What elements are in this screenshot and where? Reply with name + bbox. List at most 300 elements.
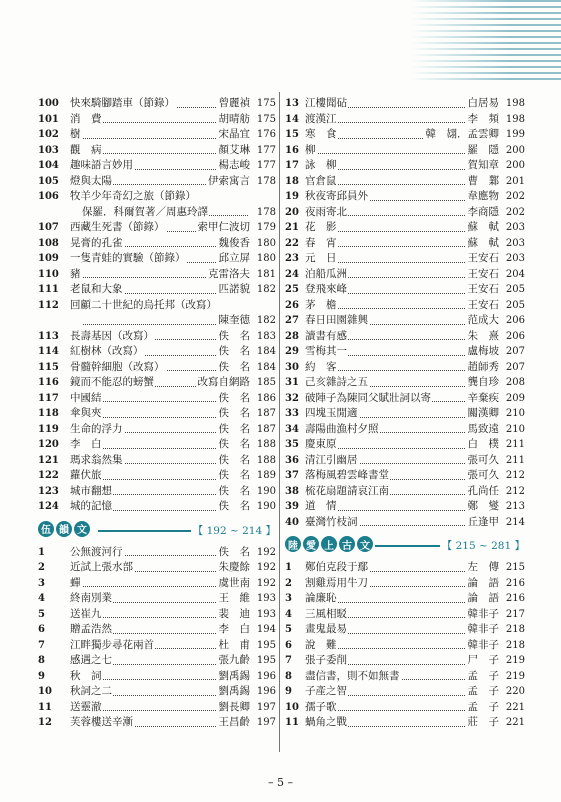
entry-author: 王昌齡 — [218, 716, 250, 728]
toc-entry — [285, 607, 525, 623]
entry-author: 韓 翃．孟雲卿 — [425, 128, 499, 140]
toc-entry — [38, 484, 276, 500]
entry-author: 尸 子 — [467, 654, 499, 666]
toc-entry — [285, 127, 525, 143]
entry-title: 渡漢江 — [305, 112, 337, 125]
entry-number: 23 — [285, 253, 299, 264]
entry-author: 佚 名 — [218, 360, 250, 373]
entry-page: 203 — [505, 237, 525, 249]
toc-entry — [38, 453, 276, 469]
entry-number: 15 — [285, 129, 299, 140]
entry-number: 14 — [285, 113, 299, 125]
entry-number: 103 — [38, 144, 59, 156]
entry-page: 193 — [256, 608, 276, 620]
entry-number: 105 — [38, 175, 59, 187]
entry-author: 佚 名 — [218, 407, 250, 419]
entry-number: 8 — [38, 655, 45, 666]
entry-author: 張可久 — [467, 469, 499, 481]
toc-entry — [285, 189, 525, 205]
toc-entry — [38, 174, 276, 190]
entry-author: 韓非子 — [467, 607, 499, 620]
entry-tail — [466, 622, 526, 638]
entry-title: 臺灣竹枝詞 — [305, 515, 358, 528]
entry-title: 西藏生死書（節錄） — [70, 221, 165, 233]
entry-page: 200 — [505, 144, 525, 156]
entry-author: 莊 子 — [467, 716, 499, 728]
entry-page: 192 — [256, 546, 276, 558]
entry-title: 盡信書，則不如無書 — [305, 669, 400, 682]
entry-author: 杜 甫 — [218, 638, 250, 651]
entry-page: 179 — [256, 222, 276, 233]
section-badge: 陸 — [285, 536, 301, 552]
entry-author: 劉禹錫 — [218, 685, 250, 697]
entry-number: 25 — [285, 284, 299, 295]
entry-tail — [466, 360, 526, 376]
toc-entry — [285, 282, 525, 298]
entry-page: 183 — [256, 330, 276, 342]
entry-page: 178 — [256, 175, 276, 187]
toc-entry — [38, 653, 276, 669]
entry-page: 219 — [505, 655, 525, 666]
entry-author: 佚 名 — [218, 438, 250, 450]
entry-number: 119 — [38, 423, 59, 435]
entry-title: 說 難 — [305, 638, 337, 651]
entry-tail — [466, 669, 526, 685]
toc-entry — [38, 560, 276, 576]
entry-title: 登飛來峰 — [305, 283, 347, 295]
entry-title: 中國結 — [70, 391, 102, 404]
entry-title: 長壽基因（改寫） — [70, 329, 154, 342]
toc-list-5-cont — [285, 96, 525, 530]
entry-title: 雪梅其一 — [305, 345, 347, 357]
entry-number: 102 — [38, 129, 59, 140]
entry-title: 己亥雜詩之五 — [305, 376, 368, 388]
entry-author: 羅 隱 — [467, 143, 499, 156]
toc-entry — [285, 143, 525, 159]
toc-entry — [285, 360, 525, 376]
toc-list-4 — [38, 96, 276, 515]
entry-number: 24 — [285, 268, 299, 280]
entry-author: 李 頻 — [467, 112, 499, 125]
entry-author: 劉長卿 — [218, 700, 250, 713]
toc-entry — [38, 189, 276, 205]
entry-page: 202 — [505, 191, 525, 202]
entry-title: 破陣子為陳同父賦壯詞以寄 — [305, 391, 431, 404]
toc-entry — [285, 684, 525, 700]
entry-author: 韋應物 — [467, 190, 499, 202]
entry-page: 211 — [505, 439, 525, 450]
entry-author: 劉禹錫 — [218, 669, 250, 682]
toc-entry — [285, 236, 525, 252]
entry-author: 盧梅坡 — [467, 345, 499, 357]
entry-number: 114 — [38, 346, 59, 357]
entry-number: 28 — [285, 330, 299, 342]
entry-author: 佚 名 — [218, 500, 250, 512]
entry-tail — [217, 329, 277, 345]
entry-title: 三風相駁 — [305, 607, 347, 620]
entry-tail — [466, 437, 526, 453]
decorative-stripes — [411, 0, 561, 82]
entry-author: 朱 熹 — [467, 329, 499, 342]
entry-tail — [466, 329, 526, 345]
entry-author: 孔尚任 — [467, 484, 499, 497]
entry-page: 201 — [505, 175, 525, 187]
section-badge: 上 — [321, 536, 337, 552]
entry-tail — [217, 282, 277, 298]
entry-page: 209 — [505, 392, 525, 404]
entry-title: 生命的浮力 — [70, 422, 123, 435]
entry-title: 約 客 — [305, 360, 337, 373]
entry-tail — [217, 453, 277, 469]
entry-tail — [217, 499, 277, 515]
toc-entry — [285, 112, 525, 128]
toc-entry — [285, 406, 525, 422]
entry-page: 207 — [505, 346, 525, 357]
toc-entry — [38, 669, 276, 685]
entry-tail — [466, 607, 526, 623]
section-badge: 伍 — [38, 521, 54, 537]
toc-entry — [38, 127, 276, 143]
entry-number: 9 — [285, 686, 292, 697]
toc-entry — [38, 545, 276, 561]
entry-number: 113 — [38, 330, 59, 342]
entry-author: 佚 名 — [218, 329, 250, 342]
entry-number: 124 — [38, 501, 59, 512]
entry-tail — [466, 560, 526, 576]
entry-tail — [466, 282, 526, 298]
entry-title: 公無渡河行 — [70, 545, 123, 558]
entry-tail — [196, 375, 277, 391]
toc-entry — [38, 700, 276, 716]
entry-page: 203 — [505, 222, 525, 233]
entry-author: 張九齡 — [218, 654, 250, 666]
entry-title: 詠 柳 — [305, 159, 337, 171]
entry-number: 123 — [38, 485, 59, 497]
entry-number: 2 — [38, 562, 45, 573]
entry-number: 30 — [285, 361, 299, 373]
entry-page: 177 — [256, 160, 276, 171]
entry-author: 白居易 — [467, 97, 499, 109]
entry-number: 16 — [285, 144, 299, 156]
entry-author: 虞世南 — [218, 576, 250, 589]
entry-tail — [466, 653, 526, 669]
toc-entry — [38, 375, 276, 391]
toc-entry — [285, 700, 525, 716]
toc-list-5 — [38, 545, 276, 731]
entry-author: 馬致遠 — [467, 422, 499, 435]
entry-page: 182 — [256, 284, 276, 295]
entry-tail — [466, 700, 526, 716]
entry-number: 22 — [285, 237, 299, 249]
entry-number: 8 — [285, 670, 292, 682]
entry-title: 蟬 — [70, 576, 81, 589]
entry-page: 216 — [505, 577, 525, 589]
toc-entry — [285, 669, 525, 685]
entry-page: 190 — [256, 501, 276, 512]
entry-tail — [466, 251, 526, 267]
entry-tail — [466, 715, 526, 731]
entry-number: 101 — [38, 113, 59, 125]
entry-tail — [217, 344, 277, 360]
toc-entry — [285, 499, 525, 515]
entry-tail — [466, 684, 526, 700]
entry-title: 感遇之七 — [70, 654, 112, 666]
entry-author: 鄭 燮 — [467, 500, 499, 512]
entry-tail — [217, 669, 277, 685]
entry-number: 3 — [38, 577, 45, 589]
entry-number: 12 — [38, 717, 52, 728]
entry-title: 孺子歌 — [305, 700, 337, 713]
toc-entry — [38, 251, 276, 267]
toc-entry — [38, 344, 276, 360]
entry-author: 孟 子 — [467, 685, 499, 697]
entry-number: 26 — [285, 299, 299, 311]
entry-author: 賀知章 — [467, 159, 499, 171]
entry-tail — [217, 406, 277, 422]
entry-page: 199 — [505, 129, 525, 140]
entry-author: 佚 名 — [218, 484, 250, 497]
toc-entry — [285, 437, 525, 453]
entry-page: 218 — [505, 624, 525, 635]
toc-entry — [285, 622, 525, 638]
entry-number: 21 — [285, 222, 299, 233]
entry-page: 190 — [256, 485, 276, 497]
entry-author: 朱慶餘 — [218, 561, 250, 573]
entry-author: 辛棄疾 — [467, 391, 499, 404]
entry-page: 194 — [256, 624, 276, 635]
entry-number: 17 — [285, 160, 299, 171]
entry-number: 116 — [38, 377, 59, 388]
entry-number: 10 — [285, 701, 299, 713]
entry-tail — [466, 112, 526, 128]
entry-tail — [466, 313, 526, 329]
toc-entry — [38, 437, 276, 453]
entry-number: 38 — [285, 485, 299, 497]
entry-author: 改寫自網路 — [197, 376, 250, 388]
entry-page: 208 — [505, 377, 525, 388]
entry-title: 送崔九 — [70, 607, 102, 620]
entry-page: 205 — [505, 284, 525, 295]
toc-entry — [38, 236, 276, 252]
entry-title: 樹 — [70, 128, 81, 140]
entry-author: 曾麗禎 — [218, 97, 250, 109]
entry-page: 187 — [256, 423, 276, 435]
entry-number: 36 — [285, 454, 299, 466]
entry-tail — [466, 453, 526, 469]
entry-author: 孟 子 — [467, 669, 499, 682]
entry-number: 118 — [38, 408, 59, 419]
toc-entry — [38, 96, 276, 112]
entry-title: 秋 詞 — [70, 669, 102, 682]
entry-title: 送靈澈 — [70, 700, 102, 713]
entry-page: 213 — [505, 501, 525, 512]
toc-entry — [285, 638, 525, 654]
toc-entry — [285, 653, 525, 669]
entry-title: 觀 病 — [70, 143, 102, 156]
entry-number: 117 — [38, 392, 59, 404]
entry-number: 7 — [285, 655, 292, 666]
entry-title: 春日田園雜興 — [305, 314, 368, 326]
entry-title: 消 費 — [70, 112, 102, 125]
entry-page: 205 — [505, 299, 525, 311]
toc-entry — [38, 112, 276, 128]
entry-title: 官倉鼠 — [305, 174, 337, 187]
entry-number: 6 — [38, 624, 45, 635]
entry-tail — [424, 127, 526, 143]
entry-title: 江樓聞砧 — [305, 97, 347, 109]
entry-page: 200 — [505, 160, 525, 171]
entry-tail — [466, 499, 526, 515]
entry-number: 4 — [285, 608, 292, 620]
entry-title: 晃膏的孔雀 — [70, 236, 123, 249]
entry-tail — [217, 422, 277, 438]
entry-author: 孟 子 — [467, 700, 499, 713]
entry-page: 192 — [256, 562, 276, 573]
entry-page: 206 — [505, 315, 525, 326]
entry-author: 佚 名 — [218, 391, 250, 404]
section-page-range: 【 215 ~ 281 】 — [441, 540, 525, 552]
toc-entry — [38, 406, 276, 422]
entry-page: 182 — [256, 315, 276, 326]
entry-title: 梳花扇題請哀江南 — [305, 484, 389, 497]
entry-title: 瑪求翁然集 — [70, 453, 123, 466]
entry-number: 40 — [285, 516, 299, 528]
toc-entry — [38, 391, 276, 407]
entry-page: 218 — [505, 639, 525, 651]
entry-title: 燈與太陽 — [70, 174, 112, 187]
entry-number: 2 — [285, 577, 292, 589]
entry-author: 曹 鄴 — [467, 174, 499, 187]
entry-author: 李商隱 — [467, 205, 499, 218]
toc-entry — [38, 220, 276, 236]
entry-tail — [217, 236, 277, 252]
entry-title: 老鼠和大象 — [70, 283, 123, 295]
entry-author: 李 白 — [218, 623, 250, 635]
entry-author: 論 語 — [467, 592, 499, 604]
entry-title: 花 影 — [305, 221, 337, 233]
entry-author: 王安石 — [467, 298, 499, 311]
entry-title: 終南別業 — [70, 592, 112, 604]
entry-number: 7 — [38, 639, 45, 651]
entry-number: 111 — [38, 284, 59, 295]
entry-number: 100 — [38, 98, 59, 109]
toc-entry — [38, 499, 276, 515]
toc-entry — [285, 715, 525, 731]
toc-entry — [285, 344, 525, 360]
entry-title: 贈孟浩然 — [70, 623, 112, 635]
entry-number: 27 — [285, 315, 299, 326]
entry-page: 180 — [256, 237, 276, 249]
right-column — [285, 96, 525, 731]
section-badge: 古 — [339, 536, 355, 552]
entry-title: 趣味語言妙用 — [70, 159, 133, 171]
entry-tail — [466, 422, 526, 438]
toc-entry — [285, 251, 525, 267]
entry-author: 關漢卿 — [467, 407, 499, 419]
entry-number: 107 — [38, 222, 59, 233]
entry-title: 豬 — [70, 267, 81, 280]
entry-page: 196 — [256, 670, 276, 682]
toc-entry — [38, 576, 276, 592]
entry-page: 177 — [256, 144, 276, 156]
entry-title: 紅樹林（改寫） — [70, 345, 144, 357]
entry-author: 伊索寓言 — [208, 174, 250, 187]
entry-tail — [217, 112, 277, 128]
entry-author: 魏俊香 — [218, 236, 250, 249]
entry-author: 韓非子 — [467, 638, 499, 651]
toc-entry — [285, 329, 525, 345]
entry-title: 割雞焉用牛刀 — [305, 576, 368, 589]
toc-entry — [285, 96, 525, 112]
toc-entry — [38, 591, 276, 607]
toc-entry — [285, 560, 525, 576]
toc-entry — [285, 515, 525, 531]
entry-title: 畫鬼最易 — [305, 623, 347, 635]
entry-author: 匹諾貌 — [218, 283, 250, 295]
entry-title: 城市翻想 — [70, 484, 112, 497]
entry-page: 206 — [505, 330, 525, 342]
toc-entry — [38, 468, 276, 484]
entry-author: 趙師秀 — [467, 360, 499, 373]
entry-tail — [466, 220, 526, 236]
entry-title: 骨髓幹細胞（改寫） — [70, 360, 165, 373]
entry-page: 188 — [256, 439, 276, 450]
entry-number: 9 — [38, 670, 45, 682]
entry-tail — [217, 484, 277, 500]
entry-author: 論 語 — [467, 576, 499, 589]
entry-tail — [217, 607, 277, 623]
entry-number: 35 — [285, 439, 299, 450]
entry-title-wrap — [70, 189, 276, 205]
entry-title: 柳 — [305, 143, 316, 156]
entry-number: 112 — [38, 299, 59, 311]
entry-tail — [196, 220, 277, 236]
entry-page: 175 — [256, 98, 276, 109]
toc-entry — [38, 143, 276, 159]
entry-tail — [466, 236, 526, 252]
entry-page: 178 — [256, 206, 276, 218]
column-divider — [279, 92, 280, 752]
entry-page: 202 — [505, 206, 525, 218]
entry-tail — [206, 267, 276, 283]
entry-page: 189 — [256, 470, 276, 481]
entry-page: 193 — [256, 593, 276, 604]
entry-title: 近試上張水部 — [70, 561, 133, 573]
entry-tail — [466, 484, 526, 500]
entry-number: 13 — [285, 98, 299, 109]
entry-title — [70, 314, 83, 326]
section-title — [38, 521, 90, 537]
entry-tail — [217, 638, 277, 654]
entry-number: 10 — [38, 686, 52, 697]
entry-author: 左 傳 — [467, 561, 499, 573]
entry-title: 道 情 — [305, 500, 337, 512]
entry-author: 裴 迪 — [218, 607, 250, 620]
entry-page: 197 — [256, 717, 276, 728]
entry-tail — [217, 653, 277, 669]
entry-author: 楊志峻 — [218, 159, 250, 171]
entry-number: 108 — [38, 237, 59, 249]
entry-tail — [217, 715, 277, 731]
entry-author: 佚 名 — [218, 469, 250, 481]
entry-title: 子產之智 — [305, 685, 347, 697]
section-badge: 愛 — [303, 536, 319, 552]
entry-page: 184 — [256, 361, 276, 373]
entry-tail — [217, 576, 277, 592]
entry-title: 傘與夾 — [70, 407, 102, 419]
entry-number: 18 — [285, 175, 299, 187]
entry-author: 顏艾琳 — [218, 143, 250, 156]
